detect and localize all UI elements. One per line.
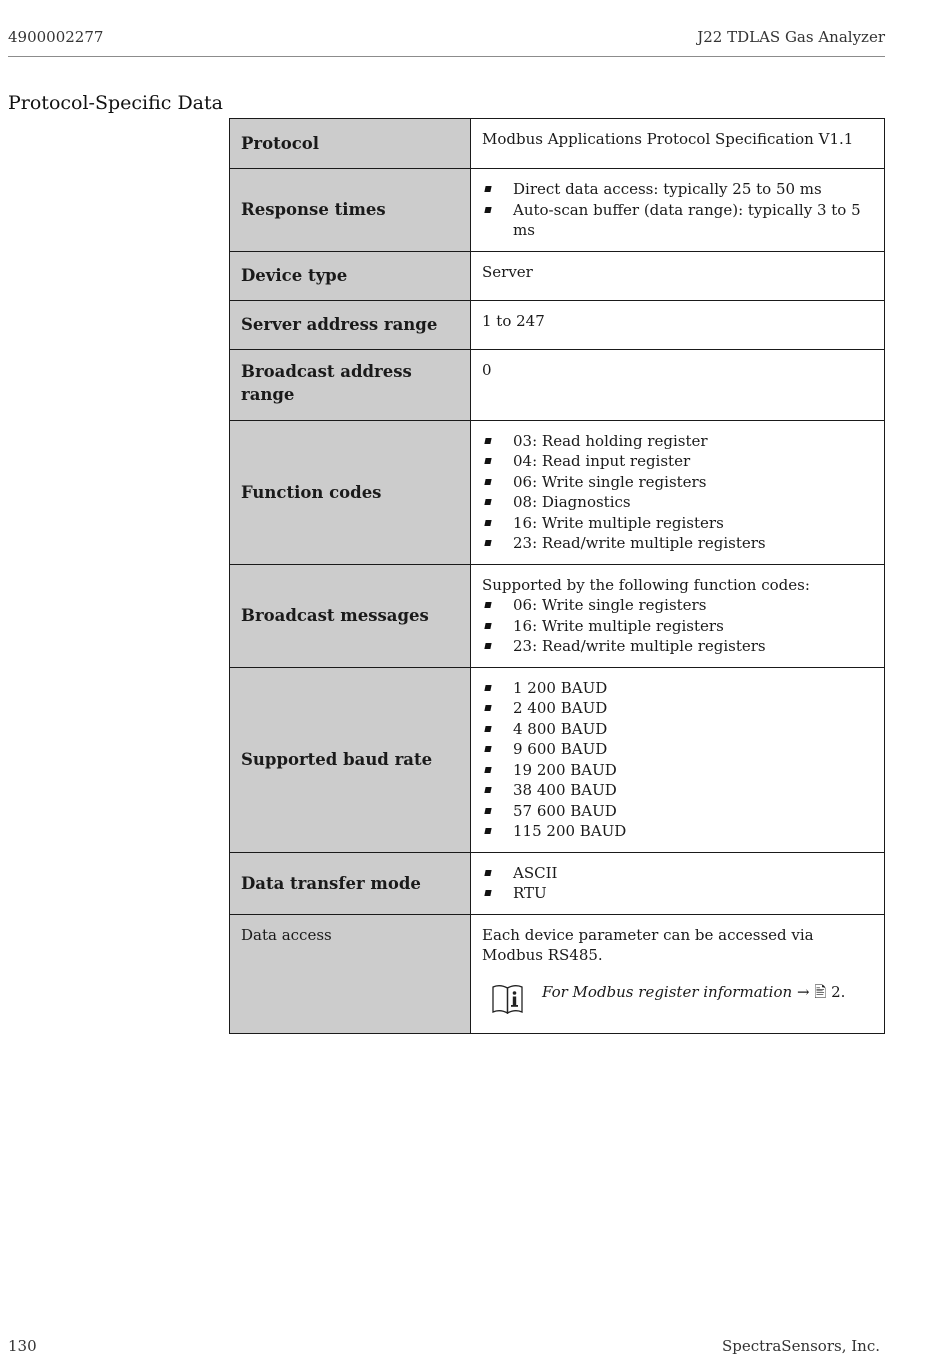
list-item: 2 400 BAUD	[482, 698, 873, 719]
doc-title: J22 TDLAS Gas Analyzer	[697, 28, 885, 46]
list-item: 115 200 BAUD	[482, 821, 873, 842]
list-item: 16: Write multiple registers	[482, 513, 873, 534]
table-row	[230, 420, 885, 564]
row-value: 1 to 247	[471, 300, 885, 349]
table-row	[230, 564, 885, 667]
bullet-list	[482, 431, 873, 554]
row-label: Protocol	[230, 119, 471, 169]
list-item: RTU	[482, 883, 873, 904]
bullet-list	[482, 595, 873, 657]
list-item: 9 600 BAUD	[482, 739, 873, 760]
row-value	[471, 667, 885, 852]
bullet-list	[482, 863, 873, 904]
table-row	[230, 914, 885, 1033]
table-row	[230, 251, 885, 300]
note-reference: → 🖹 2.	[796, 982, 846, 1001]
row-value: 0	[471, 349, 885, 420]
row-label: Server address range	[230, 300, 471, 349]
list-item: 03: Read holding register	[482, 431, 873, 452]
table-row	[230, 169, 885, 252]
table-row	[230, 852, 885, 914]
protocol-data-table	[229, 118, 885, 1034]
row-label: Supported baud rate	[230, 667, 471, 852]
list-item: Auto-scan buffer (data range): typically 3 to 5 ms	[482, 200, 873, 241]
page-header	[8, 26, 885, 57]
list-item: 38 400 BAUD	[482, 780, 873, 801]
row-value	[471, 169, 885, 252]
row-value	[471, 852, 885, 914]
list-item: 19 200 BAUD	[482, 760, 873, 781]
list-item: 57 600 BAUD	[482, 801, 873, 822]
row-label: Device type	[230, 251, 471, 300]
bullet-list	[482, 678, 873, 842]
broadcast-intro: Supported by the following function codes:	[482, 575, 810, 594]
data-access-text: Each device parameter can be accessed via Modbus RS485.	[482, 925, 814, 964]
list-item: 06: Write single registers	[482, 472, 873, 493]
list-item: 23: Read/write multiple registers	[482, 636, 873, 657]
table-row	[230, 667, 885, 852]
row-label: Data transfer mode	[230, 852, 471, 914]
row-value	[471, 914, 885, 1033]
book-info-icon	[491, 982, 525, 1016]
list-item: 16: Write multiple registers	[482, 616, 873, 637]
table-row	[230, 300, 885, 349]
row-label: Response times	[230, 169, 471, 252]
row-label: Broadcast messages	[230, 564, 471, 667]
info-note	[482, 982, 873, 1022]
list-item: 04: Read input register	[482, 451, 873, 472]
list-item: 1 200 BAUD	[482, 678, 873, 699]
section-title: Protocol-Specific Data	[8, 92, 223, 114]
doc-number: 4900002277	[8, 28, 104, 46]
note-text: For Modbus register information	[542, 982, 793, 1001]
row-label: Function codes	[230, 420, 471, 564]
row-value: Server	[471, 251, 885, 300]
list-item: Direct data access: typically 25 to 50 ms	[482, 179, 873, 200]
row-label: Broadcast address range	[230, 349, 471, 420]
list-item: 23: Read/write multiple registers	[482, 533, 873, 554]
list-item: ASCII	[482, 863, 873, 884]
row-value: Modbus Applications Protocol Specification V1.1	[471, 119, 885, 169]
table-row	[230, 349, 885, 420]
list-item: 06: Write single registers	[482, 595, 873, 616]
company-name: SpectraSensors, Inc.	[722, 1337, 880, 1355]
page-number: 130	[8, 1337, 37, 1355]
bullet-list	[482, 179, 873, 241]
table-row	[230, 119, 885, 169]
list-item: 08: Diagnostics	[482, 492, 873, 513]
row-value	[471, 564, 885, 667]
row-label: Data access	[230, 914, 471, 1033]
list-item: 4 800 BAUD	[482, 719, 873, 740]
row-value	[471, 420, 885, 564]
